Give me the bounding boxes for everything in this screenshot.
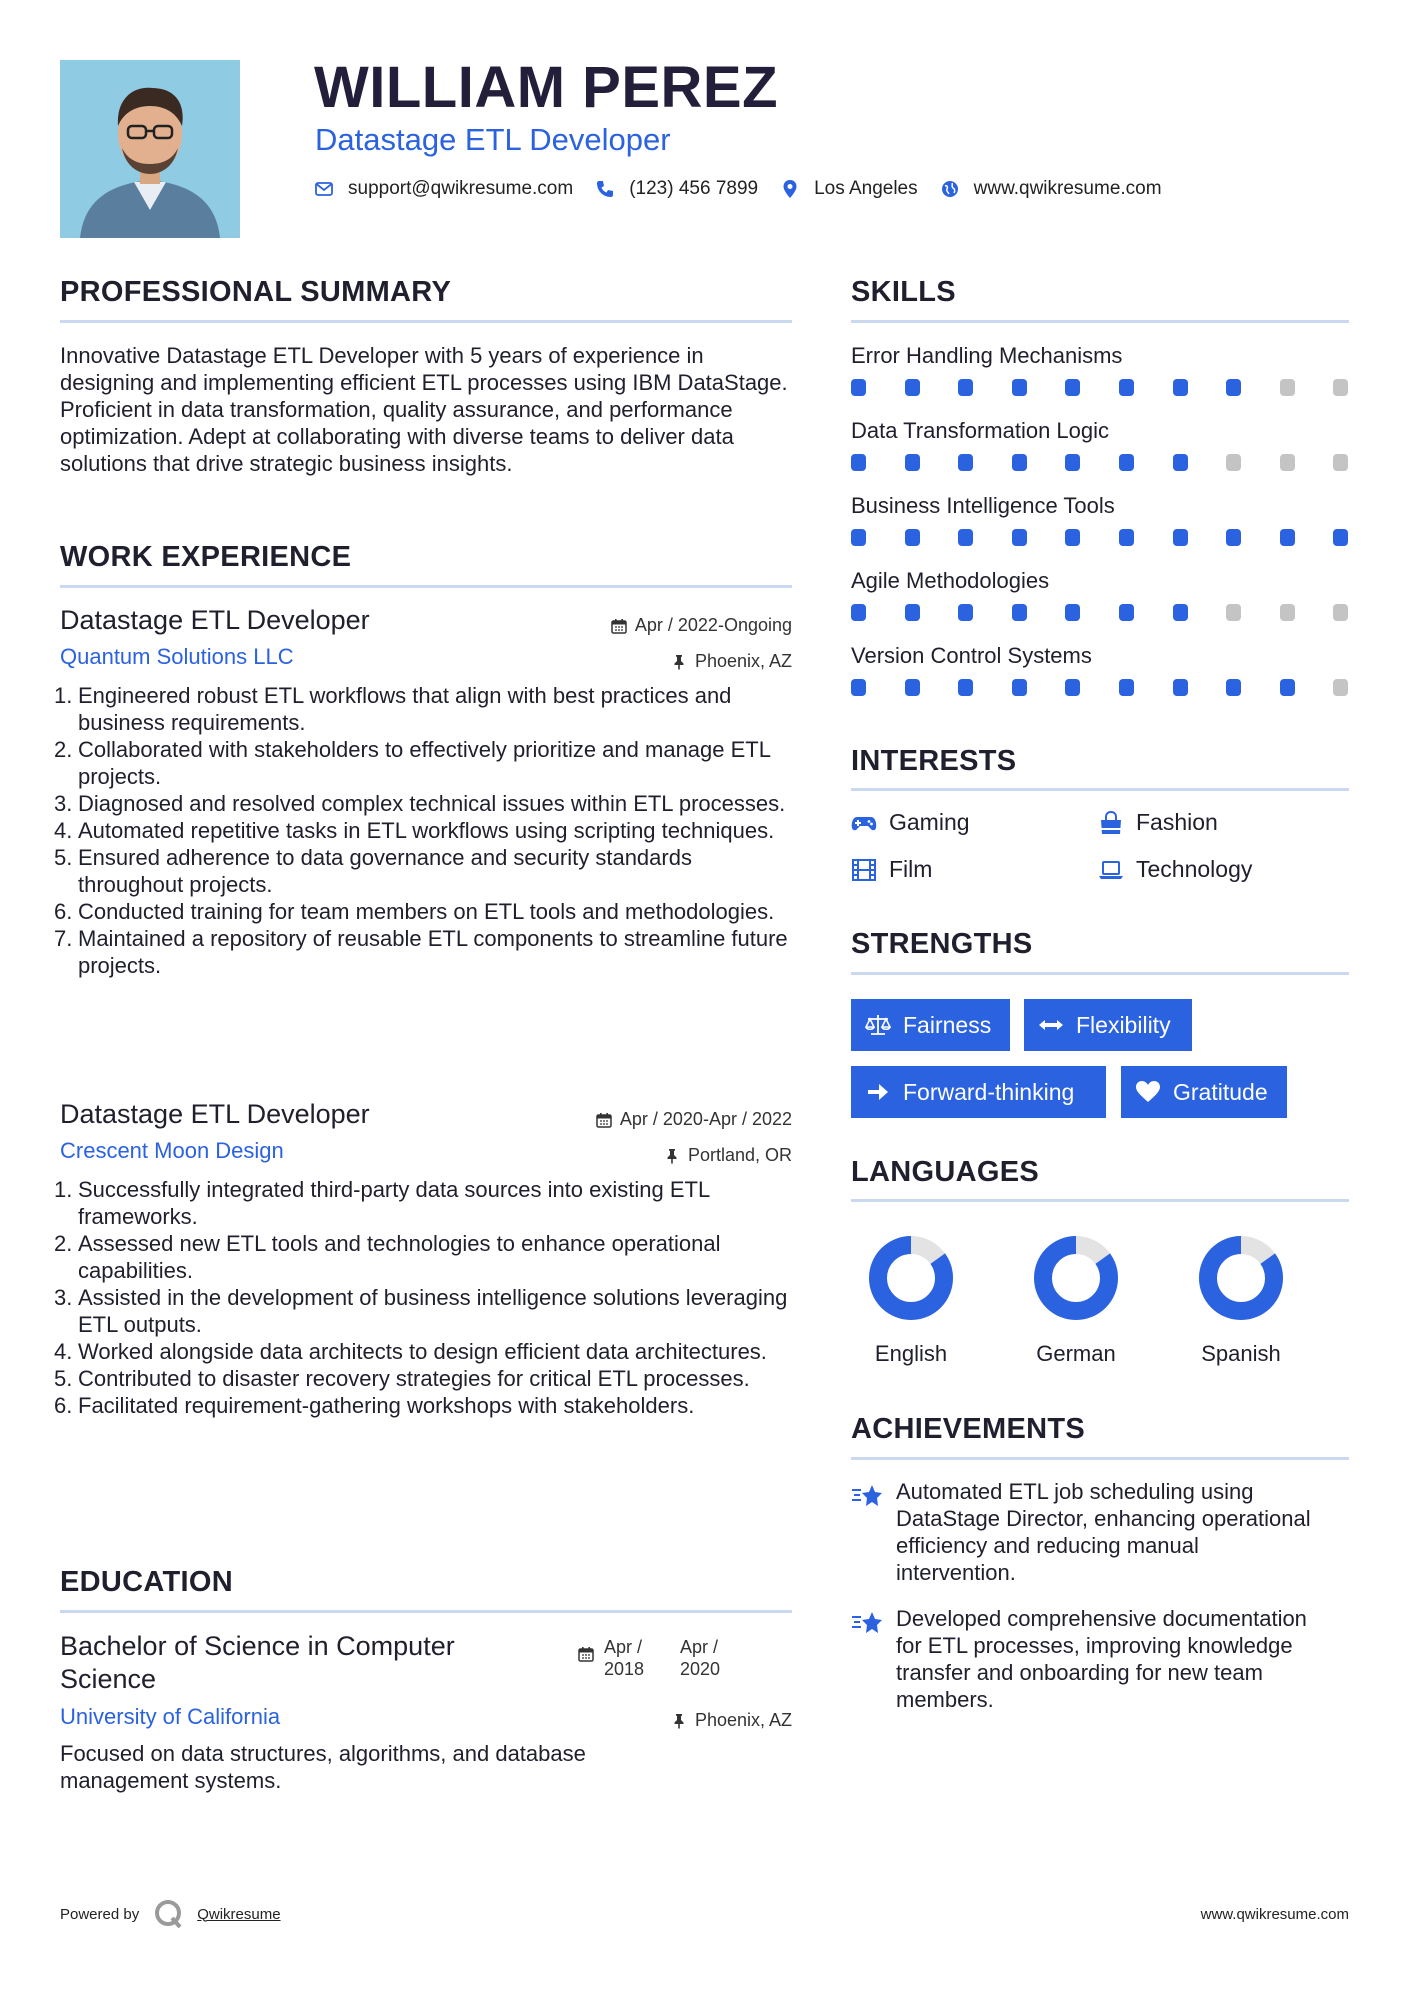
strength-fairness bbox=[851, 999, 1010, 1051]
rating-dot-filled bbox=[1012, 529, 1027, 546]
person-portrait-icon bbox=[60, 60, 240, 238]
language-ring-chart bbox=[868, 1235, 954, 1321]
candidate-title: Datastage ETL Developer bbox=[315, 122, 671, 157]
education-heading: EDUCATION bbox=[60, 1566, 233, 1598]
skill-item bbox=[851, 418, 1349, 474]
degree-title: Bachelor of Science in Computer Science bbox=[60, 1631, 455, 1694]
skill-item bbox=[851, 568, 1349, 624]
interest-gaming bbox=[851, 809, 970, 836]
bullet-item: 1. Engineered robust ETL workflows that align with best practices and business requirements. bbox=[54, 683, 732, 735]
interest-label: Gaming bbox=[889, 809, 970, 835]
rating-dot-filled bbox=[1012, 454, 1027, 471]
rating-dot-filled bbox=[851, 679, 866, 696]
skill-rating bbox=[851, 379, 1349, 399]
calendar-icon bbox=[611, 618, 627, 634]
language-name: German bbox=[1036, 1341, 1116, 1366]
interest-fashion bbox=[1098, 809, 1218, 836]
rating-dot-filled bbox=[905, 454, 920, 471]
rating-dot-filled bbox=[958, 679, 973, 696]
strength-label: Flexibility bbox=[1076, 1011, 1171, 1038]
education-start: Apr / 2018 bbox=[604, 1637, 645, 1679]
rating-dot-filled bbox=[1173, 529, 1188, 546]
envelope-icon bbox=[314, 179, 334, 199]
strengths-rule bbox=[851, 972, 1349, 975]
pushpin-icon bbox=[671, 1713, 687, 1729]
strength-label: Fairness bbox=[903, 1011, 992, 1038]
rating-dot-filled bbox=[1226, 679, 1241, 696]
education-location bbox=[671, 1710, 792, 1731]
rating-dot-filled bbox=[1173, 379, 1188, 396]
skill-name: Agile Methodologies bbox=[851, 568, 1050, 593]
skills-heading: SKILLS bbox=[851, 276, 956, 308]
education-description: Focused on data structures, algorithms, and database management systems. bbox=[60, 1741, 586, 1793]
rating-dot-filled bbox=[905, 379, 920, 396]
rating-dot-filled bbox=[905, 529, 920, 546]
work-rule bbox=[60, 585, 792, 588]
rating-dot-filled bbox=[1119, 379, 1134, 396]
rating-dot-filled bbox=[1119, 604, 1134, 621]
education-location-text: Phoenix, AZ bbox=[694, 1710, 792, 1730]
shooting-star-icon bbox=[851, 1609, 885, 1637]
achievement-text: Automated ETL job scheduling using DataStage Director, enhancing operational efficiency and reducing manual intervention. bbox=[896, 1479, 1311, 1585]
job-entry-1 bbox=[54, 605, 792, 979]
strength-forward-thinking bbox=[851, 1066, 1106, 1118]
pushpin-icon bbox=[664, 1148, 680, 1164]
rating-dot-filled bbox=[1065, 379, 1080, 396]
school-name: University of California bbox=[60, 1704, 281, 1729]
contact-email[interactable] bbox=[314, 178, 573, 200]
contact-location bbox=[780, 178, 918, 200]
rating-dot-empty bbox=[1280, 604, 1295, 621]
interest-technology bbox=[1098, 856, 1252, 883]
rating-dot-empty bbox=[1226, 454, 1241, 471]
arrow-right-icon bbox=[865, 1080, 891, 1104]
strength-label: Gratitude bbox=[1173, 1078, 1268, 1105]
rating-dot-filled bbox=[958, 379, 973, 396]
rating-dot-filled bbox=[851, 379, 866, 396]
job-company: Crescent Moon Design bbox=[60, 1138, 284, 1163]
summary-rule bbox=[60, 320, 792, 323]
achievement-item bbox=[851, 1478, 1321, 1586]
bullet-item: 5. Contributed to disaster recovery strategies for critical ETL processes. bbox=[54, 1366, 750, 1391]
education-end: Apr / 2020 bbox=[680, 1637, 721, 1679]
brand-link[interactable]: Qwikresume bbox=[197, 1905, 281, 1923]
rating-dot-empty bbox=[1333, 379, 1348, 396]
skill-item bbox=[851, 493, 1349, 549]
contact-website[interactable] bbox=[940, 178, 1162, 200]
skill-name: Version Control Systems bbox=[851, 643, 1092, 668]
interest-label: Technology bbox=[1136, 856, 1253, 882]
phone-icon bbox=[595, 179, 615, 199]
rating-dot-filled bbox=[1012, 604, 1027, 621]
pushpin-icon bbox=[671, 654, 687, 670]
strengths-heading: STRENGTHS bbox=[851, 928, 1033, 960]
skill-rating bbox=[851, 454, 1349, 474]
rating-dot-filled bbox=[1065, 454, 1080, 471]
job-bullets bbox=[54, 1176, 792, 1419]
rating-dot-empty bbox=[1333, 604, 1348, 621]
bullet-item: 1. Successfully integrated third-party data sources into existing ETL frameworks. bbox=[54, 1177, 710, 1229]
shooting-star-icon bbox=[851, 1482, 885, 1510]
job-company: Quantum Solutions LLC bbox=[60, 644, 294, 669]
strength-gratitude bbox=[1121, 1066, 1287, 1118]
laptop-icon bbox=[1098, 858, 1124, 882]
bullet-item: 3. Assisted in the development of business intelligence solutions leveraging ETL outputs. bbox=[54, 1285, 788, 1337]
bullet-item: 4. Automated repetitive tasks in ETL workflows using scripting techniques. bbox=[54, 818, 775, 843]
language-name: Spanish bbox=[1201, 1341, 1281, 1366]
language-name: English bbox=[874, 1341, 948, 1366]
rating-dot-filled bbox=[851, 604, 866, 621]
education-entry bbox=[60, 1630, 792, 1794]
rating-dot-filled bbox=[1065, 679, 1080, 696]
interest-label: Film bbox=[889, 856, 933, 882]
languages-rule bbox=[851, 1199, 1349, 1202]
summary-text: Innovative Datastage ETL Developer with 5 years of experience in designing and implementing efficient ETL processes using IBM DataStage. Proficient in data transformation, quality assurance, and performance optimization. Adept at collaborating with diverse teams to deliver data solutions that drive strategic business insights. bbox=[60, 343, 788, 476]
rating-dot-empty bbox=[1280, 454, 1295, 471]
location-text: Los Angeles bbox=[814, 178, 918, 199]
map-pin-icon bbox=[780, 179, 800, 199]
language-ring-chart bbox=[1033, 1235, 1119, 1321]
skill-item bbox=[851, 643, 1349, 699]
job-dates bbox=[611, 615, 792, 636]
footer-powered-by bbox=[60, 1898, 281, 1930]
globe-icon bbox=[940, 179, 960, 199]
profile-photo bbox=[60, 60, 240, 238]
language-english bbox=[851, 1235, 971, 1367]
powered-by-text: Powered by bbox=[60, 1905, 140, 1923]
rating-dot-filled bbox=[1065, 529, 1080, 546]
rating-dot-filled bbox=[1280, 679, 1295, 696]
skill-rating bbox=[851, 529, 1349, 549]
rating-dot-filled bbox=[851, 454, 866, 471]
education-rule bbox=[60, 1610, 792, 1613]
job-dates bbox=[596, 1109, 792, 1130]
summary-heading: PROFESSIONAL SUMMARY bbox=[60, 276, 452, 308]
work-heading: WORK EXPERIENCE bbox=[60, 541, 352, 573]
email-text: support@qwikresume.com bbox=[348, 178, 574, 199]
job-location-text: Portland, OR bbox=[687, 1145, 792, 1165]
job-bullets bbox=[54, 682, 792, 979]
website-text: www.qwikresume.com bbox=[973, 178, 1162, 199]
rating-dot-filled bbox=[958, 454, 973, 471]
achievement-item bbox=[851, 1605, 1321, 1713]
skills-rule bbox=[851, 320, 1349, 323]
job-dates-text: Apr / 2020-Apr / 2022 bbox=[619, 1109, 792, 1129]
rating-dot-filled bbox=[1119, 529, 1134, 546]
skill-item bbox=[851, 343, 1349, 399]
phone-text: (123) 456 7899 bbox=[629, 178, 759, 199]
contact-bar bbox=[314, 178, 1184, 200]
education-dates bbox=[578, 1636, 756, 1680]
achievements-rule bbox=[851, 1457, 1349, 1460]
achievement-text: Developed comprehensive documentation for ETL processes, improving knowledge transfer and onboarding for new team members. bbox=[896, 1606, 1307, 1712]
bullet-item: 3. Diagnosed and resolved complex technical issues within ETL processes. bbox=[54, 791, 786, 816]
skill-rating bbox=[851, 604, 1349, 624]
rating-dot-filled bbox=[1333, 529, 1348, 546]
rating-dot-empty bbox=[1280, 379, 1295, 396]
rating-dot-empty bbox=[1333, 679, 1348, 696]
skill-rating bbox=[851, 679, 1349, 699]
strength-label: Forward-thinking bbox=[903, 1078, 1075, 1105]
skill-name: Error Handling Mechanisms bbox=[851, 343, 1123, 368]
rating-dot-filled bbox=[905, 679, 920, 696]
calendar-icon bbox=[578, 1646, 594, 1662]
arrows-horizontal-icon bbox=[1038, 1013, 1064, 1037]
job-dates-text: Apr / 2022-Ongoing bbox=[634, 615, 792, 635]
rating-dot-filled bbox=[1226, 529, 1241, 546]
rating-dot-filled bbox=[1065, 604, 1080, 621]
contact-phone[interactable] bbox=[595, 178, 758, 200]
rating-dot-filled bbox=[1173, 604, 1188, 621]
bullet-item: 6. Conducted training for team members on ETL tools and methodologies. bbox=[54, 899, 775, 924]
rating-dot-filled bbox=[958, 529, 973, 546]
interests-heading: INTERESTS bbox=[851, 745, 1017, 777]
job-entry-2 bbox=[54, 1099, 792, 1419]
skill-name: Data Transformation Logic bbox=[851, 418, 1110, 443]
language-spanish bbox=[1181, 1235, 1301, 1367]
rating-dot-empty bbox=[1226, 604, 1241, 621]
rating-dot-filled bbox=[1012, 679, 1027, 696]
job-location bbox=[664, 1145, 792, 1166]
rating-dot-filled bbox=[1226, 379, 1241, 396]
language-german bbox=[1016, 1235, 1136, 1367]
rating-dot-filled bbox=[1173, 454, 1188, 471]
skill-name: Business Intelligence Tools bbox=[851, 493, 1115, 518]
bullet-item: 7. Maintained a repository of reusable ETL components to streamline future projects. bbox=[54, 926, 788, 978]
bullet-item: 4. Worked alongside data architects to design efficient data architectures. bbox=[54, 1339, 767, 1364]
bullet-item: 2. Collaborated with stakeholders to effectively prioritize and manage ETL projects. bbox=[54, 737, 771, 789]
job-location bbox=[671, 651, 792, 672]
rating-dot-filled bbox=[1119, 454, 1134, 471]
rating-dot-filled bbox=[1012, 379, 1027, 396]
balance-scale-icon bbox=[865, 1013, 891, 1037]
interest-film bbox=[851, 856, 932, 883]
rating-dot-filled bbox=[1280, 529, 1295, 546]
achievements-heading: ACHIEVEMENTS bbox=[851, 1413, 1086, 1445]
calendar-icon bbox=[596, 1112, 612, 1128]
rating-dot-filled bbox=[905, 604, 920, 621]
languages-heading: LANGUAGES bbox=[851, 1156, 1039, 1188]
bullet-item: 6. Facilitated requirement-gathering workshops with stakeholders. bbox=[54, 1393, 695, 1418]
job-role: Datastage ETL Developer bbox=[60, 1099, 370, 1129]
interests-rule bbox=[851, 788, 1349, 791]
interest-label: Fashion bbox=[1136, 809, 1218, 835]
rating-dot-filled bbox=[1173, 679, 1188, 696]
rating-dot-filled bbox=[958, 604, 973, 621]
bullet-item: 2. Assessed new ETL tools and technologies to enhance operational capabilities. bbox=[54, 1231, 721, 1283]
qwikresume-logo-icon bbox=[153, 1898, 185, 1930]
rating-dot-filled bbox=[851, 529, 866, 546]
gamepad-icon bbox=[851, 811, 877, 835]
shopping-bag-icon bbox=[1098, 811, 1124, 835]
language-ring-chart bbox=[1198, 1235, 1284, 1321]
job-role: Datastage ETL Developer bbox=[60, 605, 370, 635]
bullet-item: 5. Ensured adherence to data governance and security standards throughout projects. bbox=[54, 845, 692, 897]
footer-website[interactable]: www.qwikresume.com bbox=[1200, 1906, 1349, 1923]
rating-dot-filled bbox=[1119, 679, 1134, 696]
candidate-name: WILLIAM PEREZ bbox=[314, 55, 779, 120]
film-icon bbox=[851, 858, 877, 882]
strength-flexibility bbox=[1024, 999, 1192, 1051]
job-location-text: Phoenix, AZ bbox=[694, 651, 792, 671]
rating-dot-empty bbox=[1333, 454, 1348, 471]
heart-icon bbox=[1135, 1080, 1161, 1104]
